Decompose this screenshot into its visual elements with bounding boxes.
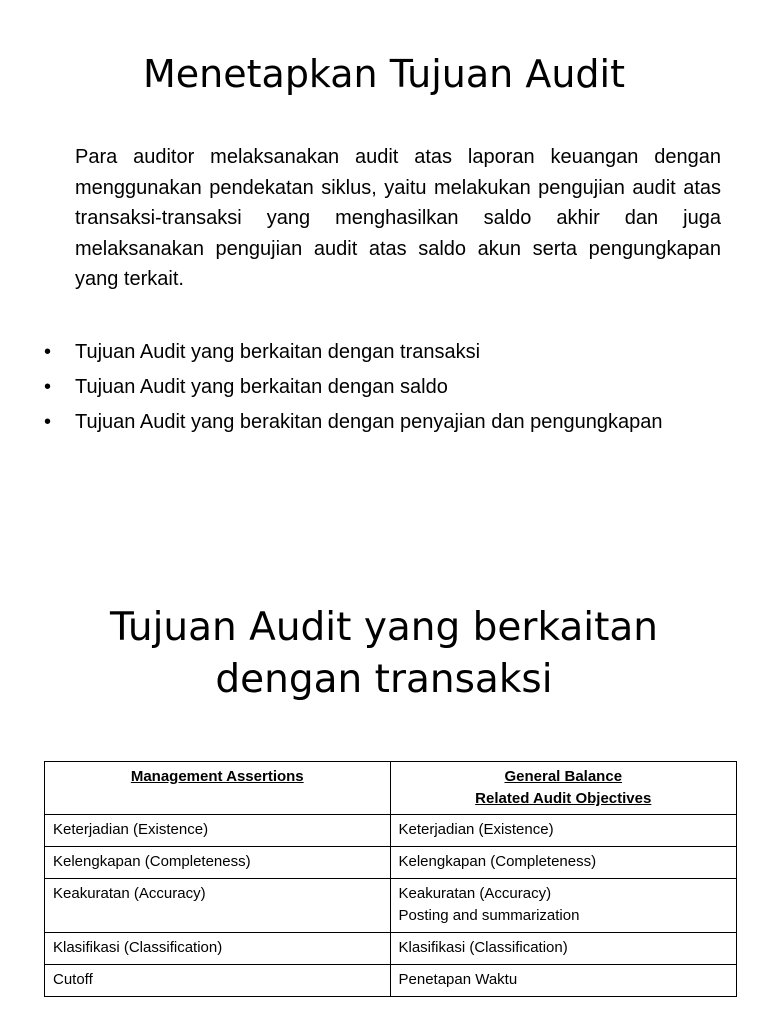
assertion-cell: Kelengkapan (Completeness) bbox=[45, 847, 391, 879]
objective-cell: Klasifikasi (Classification) bbox=[390, 933, 737, 965]
objective-line: Keakuratan (Accuracy) bbox=[398, 885, 552, 902]
bullet-list bbox=[44, 337, 721, 442]
slide-title: Menetapkan Tujuan Audit bbox=[143, 52, 625, 96]
table-header-row bbox=[45, 762, 737, 815]
table-row bbox=[45, 933, 737, 965]
header-management-assertions: Management Assertions bbox=[45, 762, 391, 815]
bullet-icon: • bbox=[44, 411, 52, 433]
objective-cell: Kelengkapan (Completeness) bbox=[390, 847, 737, 879]
bullet-text: Tujuan Audit yang berakitan dengan penyajian dan pengungkapan bbox=[75, 411, 663, 433]
bullet-item bbox=[44, 337, 721, 368]
bullet-icon: • bbox=[44, 341, 52, 363]
assertion-cell: Keterjadian (Existence) bbox=[45, 815, 391, 847]
assertion-cell: Cutoff bbox=[45, 965, 391, 997]
bullet-text: Tujuan Audit yang berkaitan dengan saldo bbox=[75, 376, 448, 398]
bullet-text: Tujuan Audit yang berkaitan dengan transaksi bbox=[75, 341, 481, 363]
table-row bbox=[45, 879, 737, 933]
table-row bbox=[45, 965, 737, 997]
bullet-item bbox=[44, 372, 721, 403]
objective-cell: Keterjadian (Existence) bbox=[390, 815, 737, 847]
slide-transaction-objectives bbox=[0, 580, 768, 1024]
objective-cell: Penetapan Waktu bbox=[390, 965, 737, 997]
objective-line: Posting and summarization bbox=[398, 907, 580, 924]
bullet-item bbox=[44, 407, 721, 438]
header-audit-objectives bbox=[390, 762, 737, 815]
header-line: General Balance bbox=[504, 768, 623, 785]
assertion-cell: Keakuratan (Accuracy) bbox=[45, 879, 391, 933]
table-row bbox=[45, 815, 737, 847]
bullet-icon: • bbox=[44, 376, 52, 398]
header-line: Related Audit Objectives bbox=[475, 790, 652, 807]
table-row bbox=[45, 847, 737, 879]
objectives-table bbox=[44, 761, 737, 997]
slide-title: Tujuan Audit yang berkaitan dengan transaksi bbox=[109, 605, 659, 702]
assertion-cell: Klasifikasi (Classification) bbox=[45, 933, 391, 965]
objective-cell bbox=[390, 879, 737, 933]
intro-paragraph: Para auditor melaksanakan audit atas laporan keuangan dengan menggunakan pendekatan siklus, yaitu melakukan pengujian audit atas transaksi-transaksi yang menghasilkan saldo akhir dan juga melaksanakan pengujian audit atas saldo akun serta pengungkapan yang terkait. bbox=[75, 146, 721, 290]
